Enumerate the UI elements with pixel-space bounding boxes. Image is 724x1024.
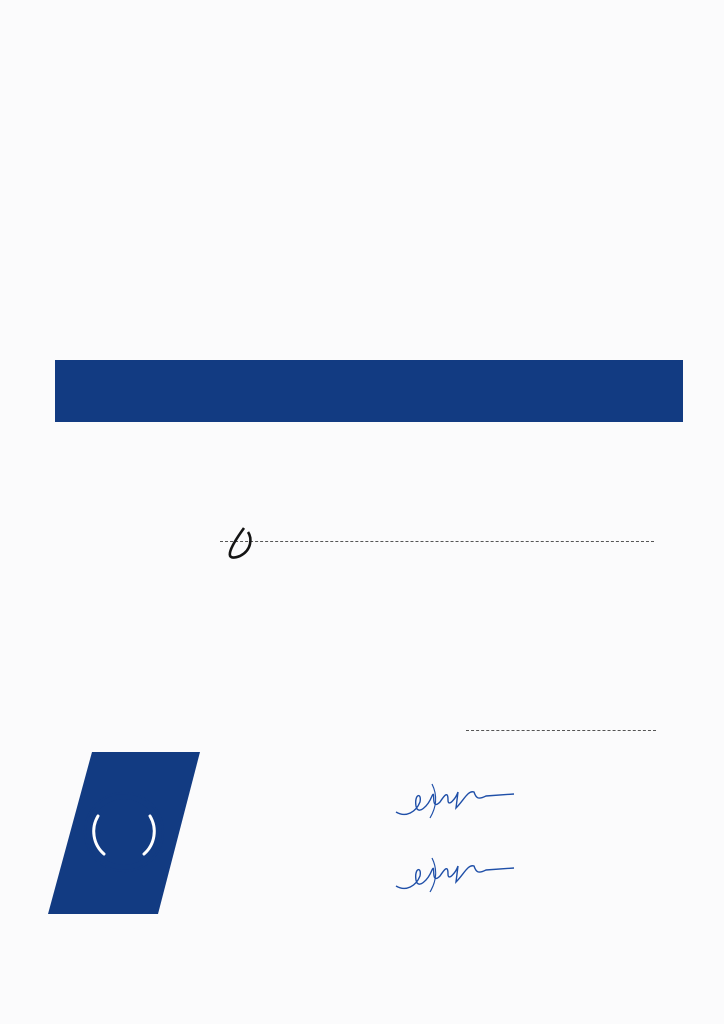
company-logo-seal — [46, 752, 200, 914]
date-dotted-line — [466, 730, 656, 731]
recipient-name-signature — [222, 476, 582, 562]
certificate-title — [55, 360, 683, 422]
seal-core — [91, 799, 157, 865]
signatory-1-signature — [392, 778, 518, 822]
top-diamond-pattern — [0, 0, 724, 200]
signatory-2-signature — [392, 850, 518, 894]
name-flourish — [230, 528, 251, 558]
bottom-diamond-pattern — [0, 950, 724, 1024]
title-banner — [55, 360, 683, 422]
